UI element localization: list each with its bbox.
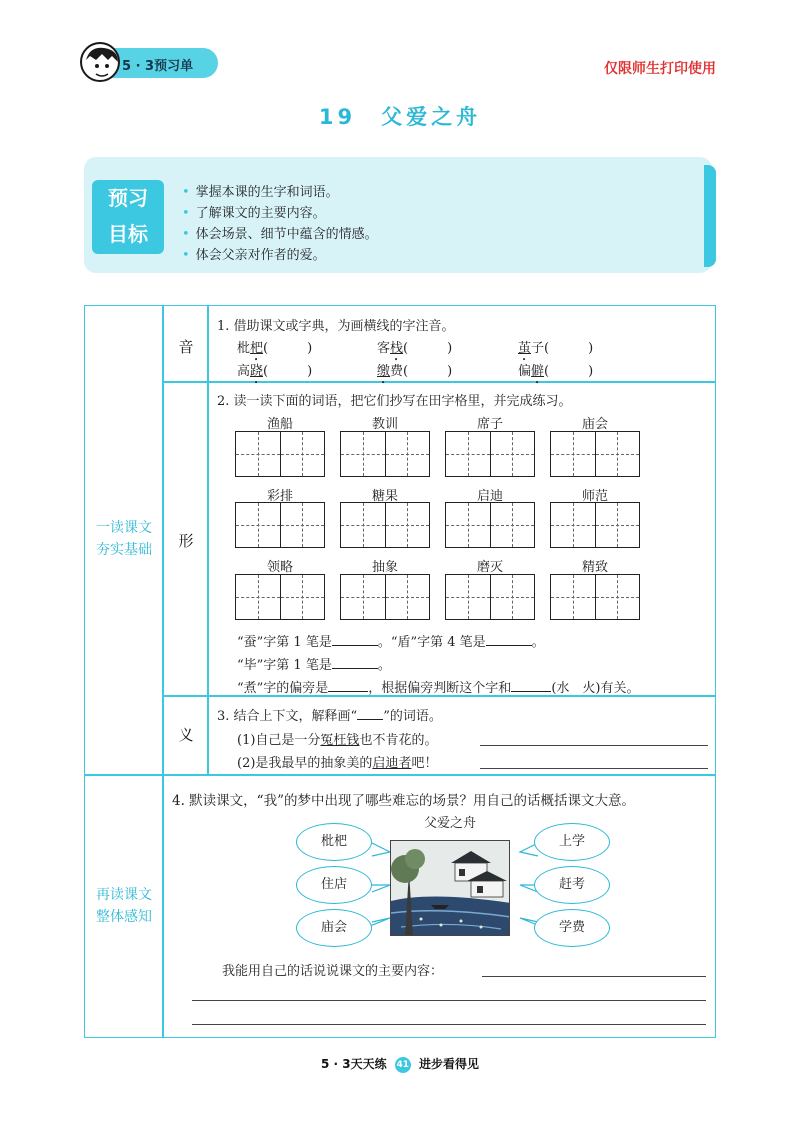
- tianzi-grid[interactable]: [445, 502, 535, 548]
- answer-blank[interactable]: [511, 691, 551, 692]
- series-label: 5 · 3预习单: [122, 59, 194, 74]
- answer-blank[interactable]: [332, 645, 378, 646]
- radical-question: “煮”字的偏旁是 ，根据偏旁判断这个字和 (水 火)有关。: [237, 681, 640, 696]
- section2-label-line1: 再读课文: [96, 887, 152, 903]
- goal-item: • 体会场景、细节中蕴含的情感。: [182, 224, 378, 245]
- scene-bubble-right: 赶考: [534, 866, 610, 904]
- lesson-title: 19 父爱之舟: [318, 105, 482, 129]
- tianzi-grid[interactable]: [235, 431, 325, 477]
- footer-slogan: 进步看得见: [418, 1057, 479, 1071]
- goal-item: • 了解课文的主要内容。: [182, 203, 378, 224]
- word-label: 彩排: [266, 489, 293, 504]
- preview-goals-panel: [84, 157, 712, 273]
- pinyin-item: 客栈( ): [377, 341, 453, 356]
- word-label: 席子: [476, 417, 503, 432]
- summary-prompt: 我能用自己的话说说课文的主要内容：: [222, 964, 444, 979]
- stroke-question-2: “毕”字第 1 笔是 。: [237, 658, 391, 673]
- tianzi-grid[interactable]: [550, 574, 640, 620]
- page-footer: [0, 1055, 800, 1073]
- word-label: 领略: [266, 560, 293, 575]
- word-label: 教训: [371, 417, 398, 432]
- word-label: 精致: [581, 560, 608, 575]
- answer-blank[interactable]: [328, 691, 368, 692]
- question3-instruction: 3. 结合上下文，解释画“ ”的词语。: [217, 709, 442, 724]
- word-label: 抽象: [371, 560, 398, 575]
- meaning-sentence-1: (1)自己是一分冤枉钱也不肯花的。: [237, 733, 438, 748]
- answer-line[interactable]: [192, 1000, 706, 1001]
- pinyin-item: 茧子( ): [518, 341, 594, 356]
- answer-line[interactable]: [480, 745, 708, 746]
- question2-instruction: 2. 读一读下面的词语，把它们抄写在田字格里，并完成练习。: [217, 394, 572, 409]
- scene-bubble-right: 学费: [534, 909, 610, 947]
- word-label: 师范: [581, 489, 608, 504]
- answer-line[interactable]: [480, 768, 708, 769]
- row-label-xing: 形: [178, 532, 194, 550]
- question4-instruction: 4. 默读课文，“我”的梦中出现了哪些难忘的场景？用自己的话概括课文大意。: [172, 793, 635, 809]
- pinyin-item: 枇杷( ): [237, 341, 313, 356]
- page-number: 41: [395, 1057, 411, 1073]
- question1-instruction: 1. 借助课文或字典，为画横线的字注音。: [217, 319, 455, 334]
- section2-label-line2: 整体感知: [96, 909, 152, 925]
- scene-bubble-left: 庙会: [296, 909, 372, 947]
- table-divider: [84, 774, 716, 776]
- answer-blank[interactable]: [486, 645, 532, 646]
- scene-bubble-left: 住店: [296, 866, 372, 904]
- goals-side-tab: [704, 165, 716, 267]
- section2-label: [86, 884, 162, 928]
- word-label: 磨灭: [476, 560, 503, 575]
- pinyin-item: 缴费( ): [377, 364, 453, 379]
- answer-blank[interactable]: [332, 668, 378, 669]
- section1-label-line1: 一读课文: [96, 520, 152, 536]
- word-label: 糖果: [371, 489, 398, 504]
- meaning-sentence-2: (2)是我最早的抽象美的启迪者吧！: [237, 756, 438, 771]
- goals-badge: [92, 180, 164, 254]
- mind-map-title: 父爱之舟: [423, 816, 476, 831]
- goals-badge-line1: 预习: [108, 186, 148, 210]
- riverside-painting-image: [390, 840, 510, 936]
- word-label: 启迪: [476, 489, 503, 504]
- tianzi-grid[interactable]: [235, 502, 325, 548]
- tianzi-grid[interactable]: [340, 431, 430, 477]
- goal-item: • 体会父亲对作者的爱。: [182, 245, 378, 266]
- row-label-yin: 音: [178, 338, 194, 356]
- scene-bubble-left: 枇杷: [296, 823, 372, 861]
- row-label-yi: 义: [178, 726, 194, 744]
- answer-line[interactable]: [192, 1024, 706, 1025]
- scene-bubble-right: 上学: [534, 823, 610, 861]
- section1-label: [86, 517, 162, 561]
- goal-item: • 掌握本课的生字和词语。: [182, 182, 378, 203]
- goals-list: [182, 182, 378, 266]
- cartoon-avatar-icon: [80, 42, 120, 82]
- goals-badge-line2: 目标: [108, 222, 148, 246]
- table-divider: [162, 305, 164, 1038]
- tianzi-grid[interactable]: [340, 502, 430, 548]
- tianzi-grid[interactable]: [550, 502, 640, 548]
- pinyin-item: 偏僻( ): [518, 364, 594, 379]
- tianzi-grid[interactable]: [235, 574, 325, 620]
- print-restriction-notice: 仅限师生打印使用: [604, 61, 716, 77]
- word-label: 渔船: [266, 417, 293, 432]
- tianzi-grid[interactable]: [445, 431, 535, 477]
- answer-line[interactable]: [482, 976, 706, 977]
- tianzi-grid[interactable]: [445, 574, 535, 620]
- tianzi-grid[interactable]: [550, 431, 640, 477]
- stroke-question-1: “蚕”字第 1 笔是 。“盾”字第 4 笔是 。: [237, 635, 545, 650]
- footer-series: 5 · 3天天练: [320, 1057, 387, 1071]
- tianzi-grid[interactable]: [340, 574, 430, 620]
- section1-label-line2: 夯实基础: [96, 542, 152, 558]
- pinyin-item: 高跷( ): [237, 364, 313, 379]
- word-label: 庙会: [581, 417, 608, 432]
